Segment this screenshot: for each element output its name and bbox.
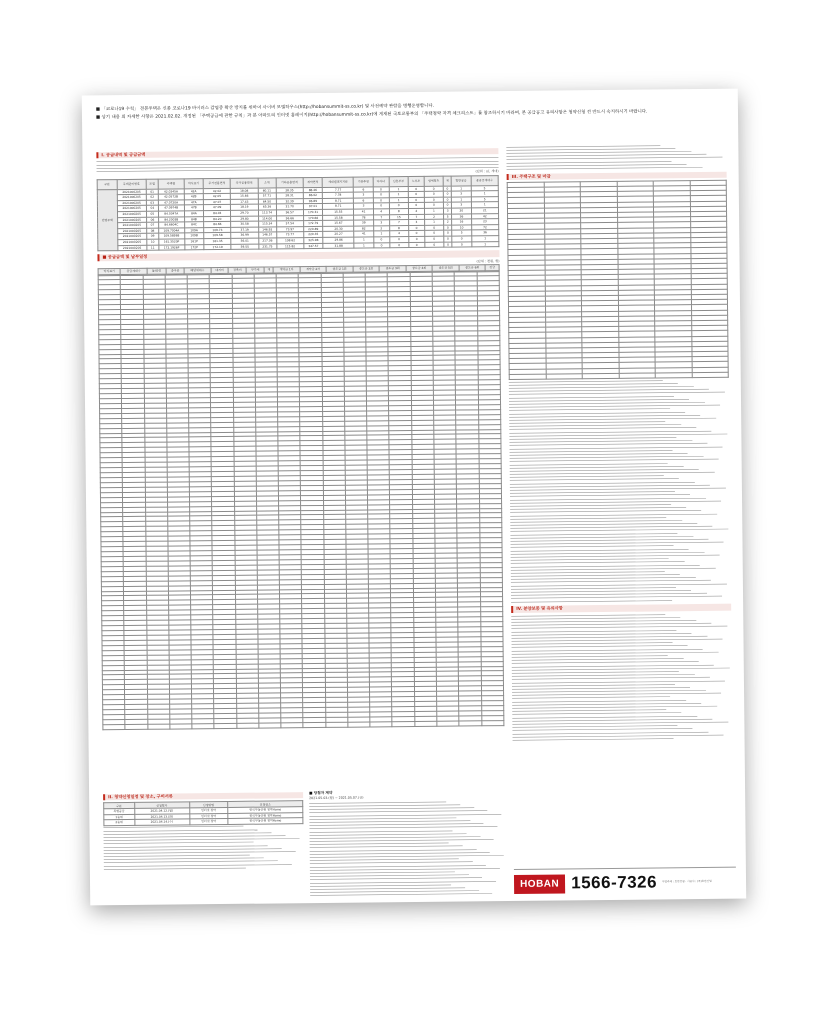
top-notice-2: ■ 상기 내용 외 자세한 사항은 2021.02.02. 개정된 「주택공급에 관한 규칙」과 본 아파트의 인터넷 홈페이지(http://hobansummit-ss.co.kr)에 게재된 국토교통부의 「주택청약 자격 체크리스트」를 참조하시기 바라며, 본 공급공고 유의사항은 청약신청 전 반드시 숙지하시기 바랍니다. xyxy=(95,109,648,121)
price-cell xyxy=(481,720,504,725)
left-column xyxy=(96,145,504,730)
price-table: 약식표기 공급세대수 동/라인 층구분 해당세대수 대지비 건축비 부가세 계 계약금 1차 계약금 2차 중도금 1회 중도금 2회 중도금 3회 중도금 4회 중도금 5회 중도금 6회 잔금 xyxy=(98,264,500,275)
type-cell: 42.0245A xyxy=(158,188,184,194)
price-cell xyxy=(147,724,169,729)
supply-table: 구분 주택관리번호 모델 주택형 약식표기 주거전용면적 주거공용면적 소계 기타공용면적 계약면적 세대별대지지분 기관추천 다자녀 신혼부부 노부모 생애최초 계 일반공급 총공급세대수 민영주택 2021000205 01 42.0245A 42A 42.02 18.08 60.11 28.35 88.46 7.77 6 0 1 0 0 0 1 5 2021000205 02 42.0572B 42B 42.05 15.66 57.71 28.31 86.02 7.78 3 0 1 0 0 0 3 1 2021000205 03 47.0720A 47A 47.07 17.43 64.50 32.39 96.89 8.71 6 0 1 0 0 0 1 5 2021000205 04 47.0974B 47B 47.09 18.19 65.26 31.70 97.01 8.71 3 0 0 0 0 0 3 1 2021000205 05 84.0347A 84A 84.03 29.70 113.74 56.57 170.31 15.55 41 4 8 4 1 3 20 21 2021000205 06 84.2003B 84B 84.20 29.80 114.00 56.66 170.66 15.58 78 7 15 7 2 5 36 42 2021000205 07 84.6604C 84C 84.66 30.58 115.24 57.54 172.79 15.67 39 3 7 3 1 2 16 23 2021000205 08 109.7304A 109A 109.73 37.19 146.92 73.97 220.89 20.30 82 2 8 0 0 0 10 72 2021000205 09 109.5859B 109B 109.58 36.99 146.57 73.77 220.35 20.27 41 1 4 0 0 0 5 36 2021000205 10 161.3520P 161P 161.35 56.01 217.36 108.62 325.98 29.86 1 0 0 0 0 0 0 1 2021000205 11 172.1926P 172P 172.19 59.55 231.75 115.82 347.57 31.88 1 0 0 0 0 0 0 1 xyxy=(97,175,500,252)
fine-print-line xyxy=(513,737,674,741)
type-cell: 42.0572B xyxy=(158,194,184,200)
price-cell xyxy=(125,724,147,729)
footer-info: 사업주체 : 호반건설 · 시공사 : (주)호반산업 xyxy=(662,880,712,884)
section-guarantee: IV. 분양보증 및 유의사항 xyxy=(511,604,731,613)
schedule-block xyxy=(103,789,304,871)
type-cell: 47.0720A xyxy=(158,200,184,206)
schedule-cell: 인터넷 청약 xyxy=(189,819,228,825)
contract-block xyxy=(309,787,506,897)
hoban-logo: HOBAN xyxy=(514,874,565,894)
price-cell xyxy=(214,723,236,728)
schedule-cell: 한국부동산원 청약Home xyxy=(228,807,303,813)
schedule-cell: 2021.04.13.(화) xyxy=(134,813,189,819)
structure-cell xyxy=(619,373,656,379)
price-cell xyxy=(303,722,325,727)
fine-print-line xyxy=(310,892,492,897)
type-cell: 84.2003B xyxy=(158,216,184,222)
schedule-cell: 2021.04.14.(수) xyxy=(134,819,189,825)
schedule-header: 구분 xyxy=(104,803,135,809)
section-schedule: II. 청약신청일정 및 장소, 구비서류 xyxy=(103,792,303,801)
unit-label: (단위 : ㎡, 세대) xyxy=(475,169,499,174)
schedule-header: 신청일자 xyxy=(134,802,189,808)
fine-print-line xyxy=(511,599,672,603)
section-supply: I. 공급내역 및 공급금액 xyxy=(96,148,498,159)
phone-number: 1566-7326 xyxy=(571,872,658,893)
price-cell xyxy=(392,721,414,726)
section-price: ■ 공급금액 및 납부일정 xyxy=(97,250,499,261)
type-cell: 47.0974B xyxy=(158,205,184,211)
price-cell xyxy=(370,722,392,727)
schedule-cell: 인터넷 청약 xyxy=(189,813,228,819)
type-cell: 84.0347A xyxy=(158,211,184,217)
section-structure: III. 주택구조 및 마감 xyxy=(507,171,727,180)
schedule-cell: 한국부동산원 청약Home xyxy=(228,818,303,824)
price-cell xyxy=(415,721,437,726)
type-cell: 172.1926P xyxy=(159,244,185,250)
top-notices xyxy=(96,101,724,124)
structure-cell xyxy=(692,372,729,378)
top-notice-1: ■ 「코로나19 수칙」 견본주택은 신종 코로나19 바이러스 감염증 확산 방지를 위하여 사이버 모델하우스(http://hobansummit-ss.co.kr) 및 사전예약 관람을 병행운영합니다. xyxy=(95,103,435,113)
type-cell: 84.6604C xyxy=(158,222,184,228)
price-rows xyxy=(98,271,505,730)
schedule-cell: 특별공급 xyxy=(104,808,135,814)
type-cell: 109.5859B xyxy=(159,233,185,239)
type-cell: 109.7304A xyxy=(158,228,184,234)
notice-document xyxy=(82,89,746,906)
price-cell xyxy=(170,724,192,729)
structure-cell xyxy=(509,374,546,380)
price-cell xyxy=(437,721,459,726)
structure-cell xyxy=(655,372,692,378)
contract-title: ■ 당첨자 계약 xyxy=(309,790,333,796)
structure-cell xyxy=(546,374,583,380)
schedule-header: 신청장소 xyxy=(228,801,303,807)
schedule-cell: 2순위 xyxy=(104,820,135,826)
fine-print-line xyxy=(104,867,246,871)
schedule-header: 신청방법 xyxy=(189,802,228,808)
schedule-table xyxy=(103,801,303,826)
schedule-cell: 1순위 xyxy=(104,814,135,820)
structure-table xyxy=(507,180,729,380)
price-cell xyxy=(459,721,481,726)
price-cell xyxy=(236,723,258,728)
brand-footer xyxy=(514,867,736,898)
contract-date: 2021.05.03.(월) ~ 2021.05.07.(금) xyxy=(309,795,364,801)
schedule-cell: 인터넷 청약 xyxy=(189,807,228,813)
structure-cell xyxy=(582,373,619,379)
price-cell xyxy=(281,722,303,727)
price-cell xyxy=(103,724,125,729)
right-column xyxy=(506,143,732,742)
price-unit: (단위 : 천원, 원) xyxy=(476,258,500,263)
schedule-cell: 한국부동산원 청약Home xyxy=(228,812,303,818)
type-cell: 161.3520P xyxy=(159,239,185,245)
price-cell xyxy=(348,722,370,727)
price-cell xyxy=(326,722,348,727)
schedule-cell: 2021.04.12.(월) xyxy=(134,808,189,814)
price-cell xyxy=(259,723,281,728)
price-cell xyxy=(192,723,214,728)
